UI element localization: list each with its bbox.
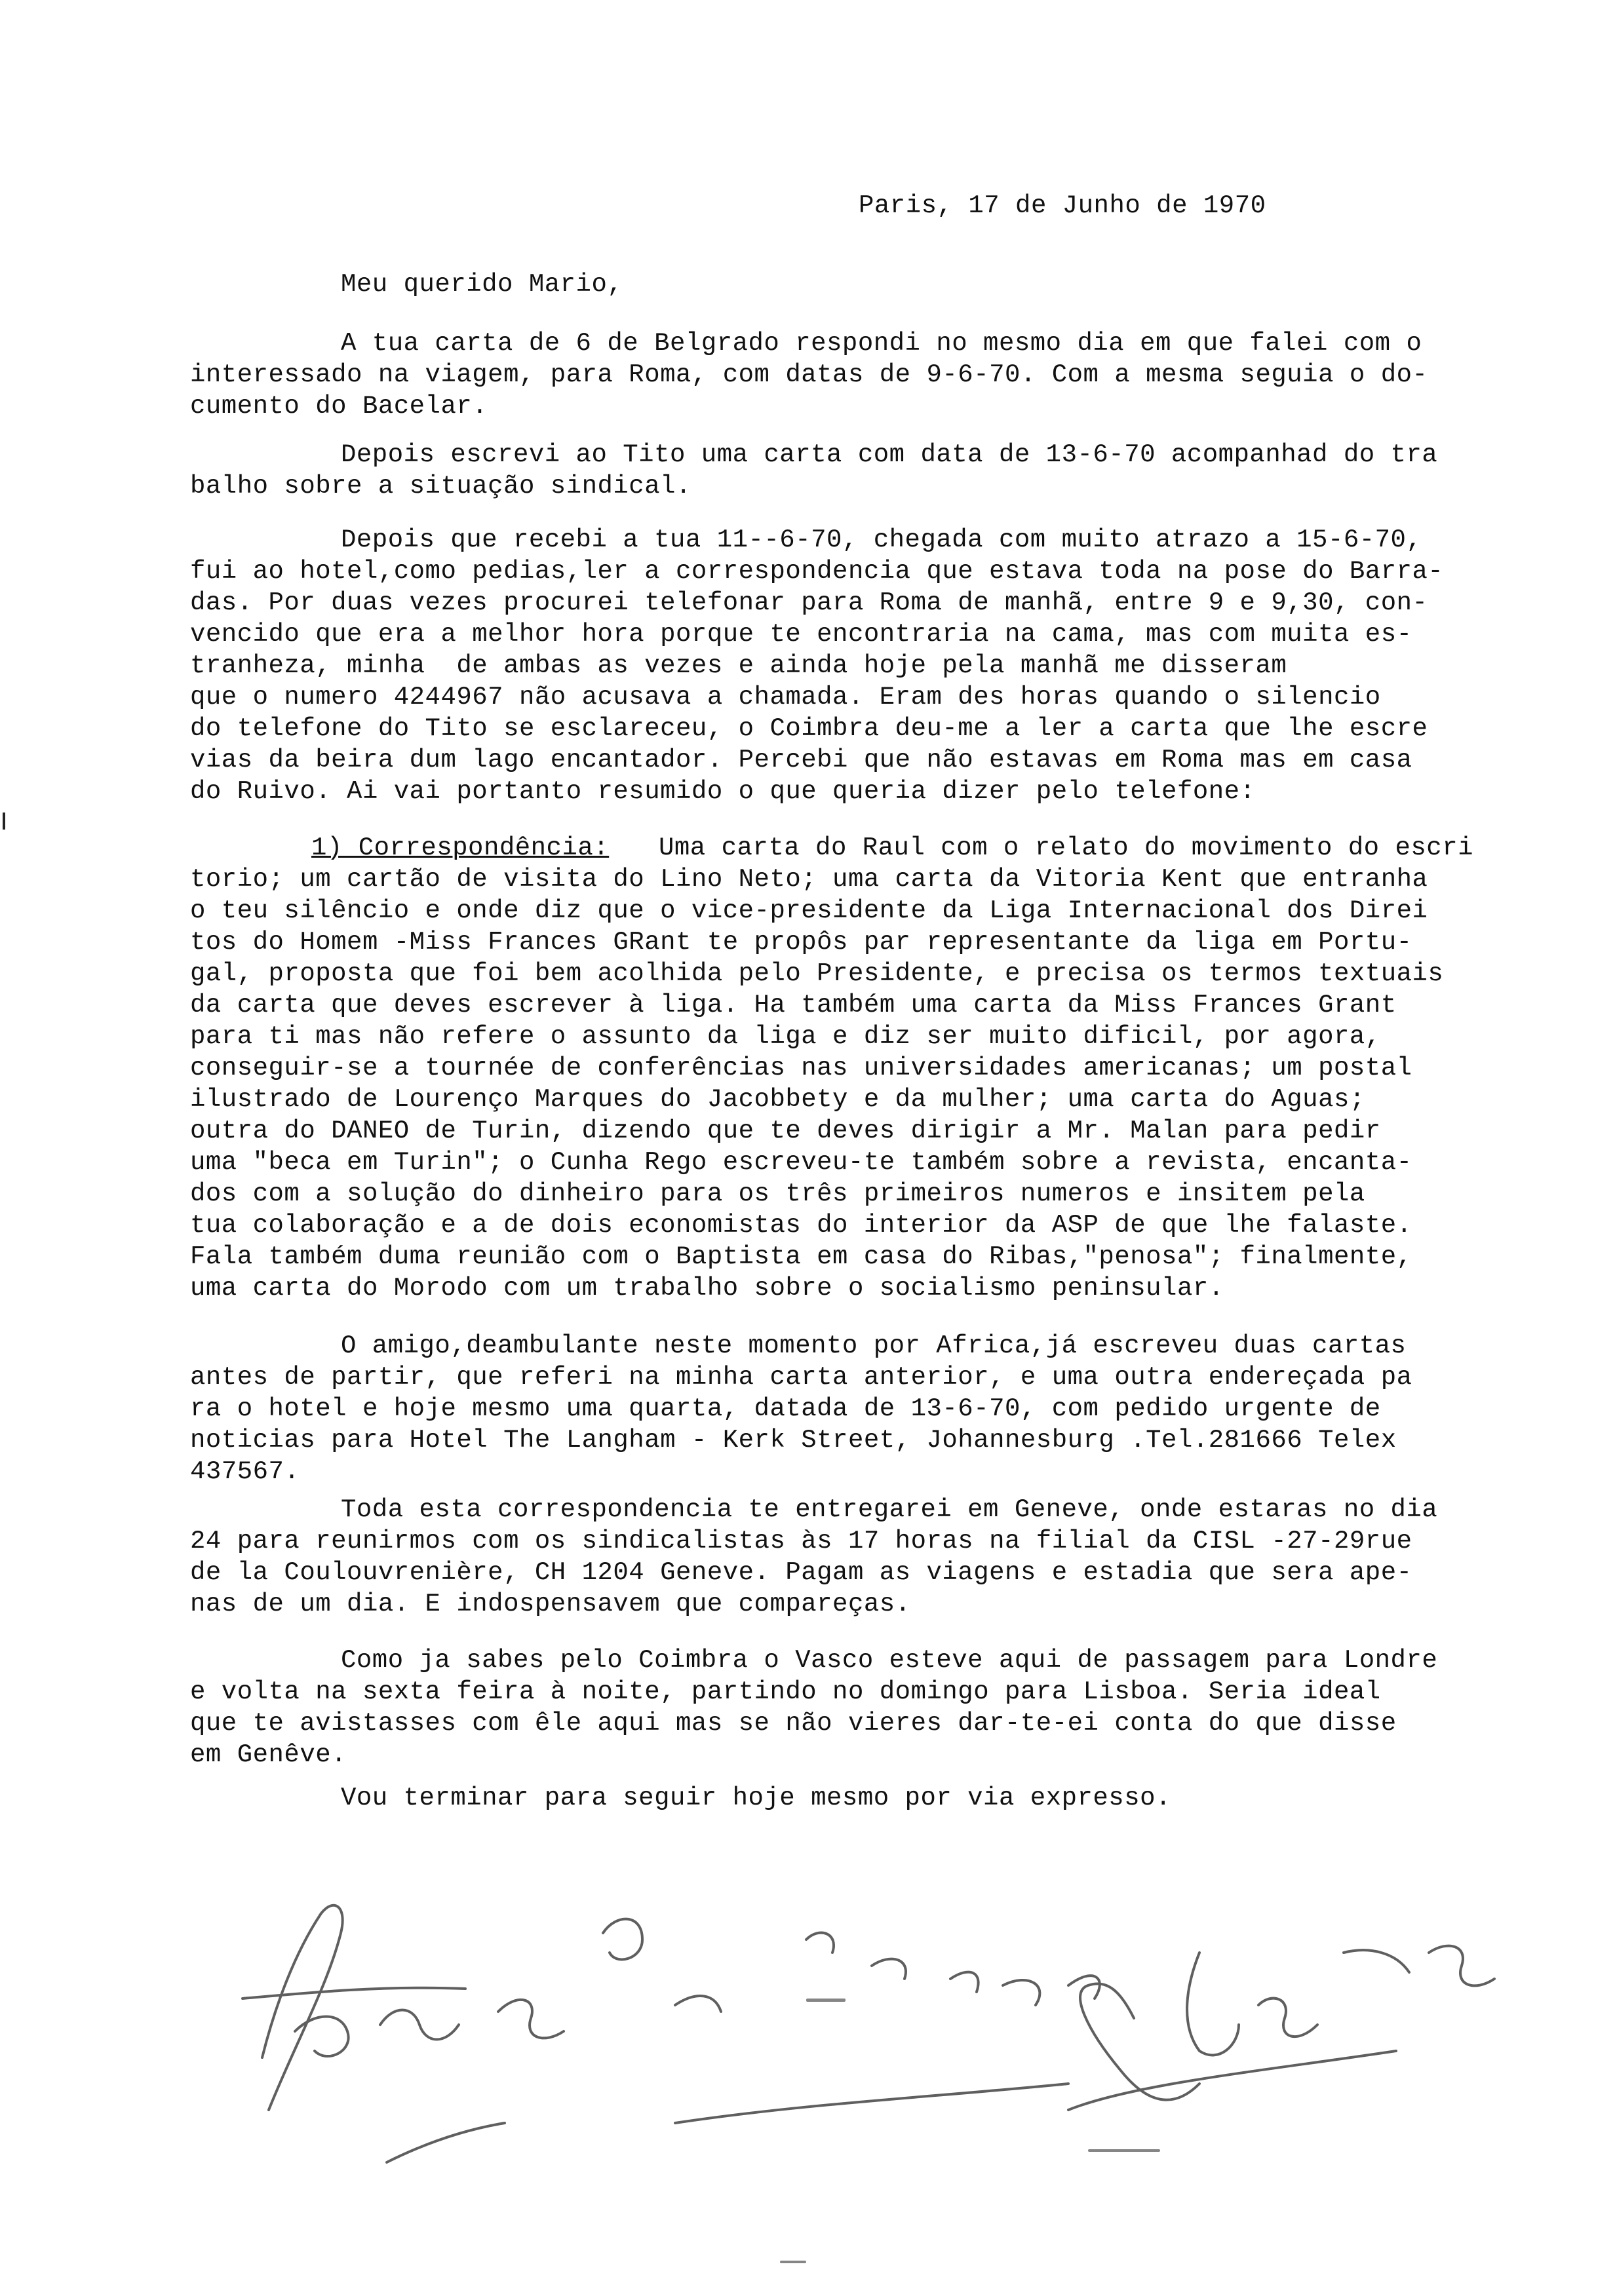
- paragraph-3-line-8: vias da beira dum lago encantador. Percebi que não estavas em Roma mas em casa: [190, 746, 1412, 775]
- paragraph-5-line-4: noticias para Hotel The Langham - Kerk Street, Johannesburg .Tel.281666 Telex: [190, 1426, 1397, 1455]
- paragraph-3-line-3: das. Por duas vezes procurei telefonar para Roma de manhã, entre 9 e 9,30, con-: [190, 588, 1428, 617]
- paragraph-4-line-4: tos do Homem -Miss Frances GRant te propôs par representante da liga em Portu-: [190, 928, 1412, 957]
- paragraph-4-line-7: para ti mas não refere o assunto da liga e diz ser muito dificil, por agora,: [190, 1022, 1381, 1051]
- paragraph-5-line-5: 437567.: [190, 1457, 300, 1486]
- paragraph-6-line-1: Toda esta correspondencia te entregarei em Geneve, onde estaras no dia: [341, 1495, 1438, 1524]
- paragraph-1-line-2: interessado na viagem, para Roma, com datas de 9-6-70. Com a mesma seguia o do-: [190, 360, 1428, 389]
- paragraph-4-line-3: o teu silêncio e onde diz que o vice-presidente da Liga Internacional dos Direi: [190, 896, 1428, 925]
- paragraph-4-line-13: tua colaboração e a de dois economistas do interior da ASP de que lhe falaste.: [190, 1211, 1412, 1240]
- paragraph-3-line-1: Depois que recebi a tua 11--6-70, chegada com muito atrazo a 15-6-70,: [341, 526, 1422, 554]
- paragraph-5-line-1: O amigo,deambulante neste momento por Africa,já escreveu duas cartas: [341, 1331, 1407, 1360]
- paragraph-6-line-3: de la Coulouvrenière, CH 1204 Geneve. Pagam as viagens e estadia que sera ape-: [190, 1558, 1412, 1587]
- paragraph-2-line-2: balho sobre a situação sindical.: [190, 472, 691, 501]
- paragraph-3-line-6: que o numero 4244967 não acusava a chamada. Eram des horas quando o silencio: [190, 683, 1381, 712]
- dateline: Paris, 17 de Junho de 1970: [859, 191, 1266, 220]
- paragraph-4-line-8: conseguir-se a tournée de conferências nas universidades americanas; um postal: [190, 1054, 1412, 1082]
- paragraph-6-line-4: nas de um dia. E indospensavem que compareças.: [190, 1590, 911, 1618]
- paragraph-4-line-15: uma carta do Morodo com um trabalho sobre o socialismo peninsular.: [190, 1274, 1224, 1303]
- paragraph-3-line-7: do telefone do Tito se esclareceu, o Coimbra deu-me a ler a carta que lhe escre: [190, 714, 1428, 743]
- paragraph-4-line-14: Fala também duma reunião com o Baptista em casa do Ribas,"penosa"; finalmente,: [190, 1242, 1412, 1271]
- paragraph-4-line-1: Uma carta do Raul com o relato do movimento do escri: [659, 833, 1473, 862]
- scan-mark: [806, 1999, 846, 2002]
- paragraph-6-line-2: 24 para reunirmos com os sindicalistas às 17 horas na filial da CISL -27-29rue: [190, 1527, 1412, 1556]
- paragraph-5-line-3: ra o hotel e hoje mesmo uma quarta, datada de 13-6-70, com pedido urgente de: [190, 1394, 1381, 1423]
- paragraph-7-line-2: e volta na sexta feira à noite, partindo no domingo para Lisboa. Seria ideal: [190, 1677, 1381, 1706]
- paragraph-2-line-1: Depois escrevi ao Tito uma carta com data de 13-6-70 acompanhad do tra: [341, 440, 1438, 469]
- salutation: Meu querido Mario,: [341, 270, 623, 299]
- correspondence-heading: 1) Correspondência:: [311, 833, 610, 862]
- closing-line: Vou terminar para seguir hoje mesmo por via expresso.: [341, 1784, 1171, 1812]
- left-margin-mark: [3, 813, 5, 830]
- paragraph-1-line-1: A tua carta de 6 de Belgrado respondi no mesmo dia em que falei com o: [341, 329, 1422, 358]
- paragraph-4-line-5: gal, proposta que foi bem acolhida pelo Presidente, e precisa os termos textuais: [190, 959, 1444, 988]
- paragraph-4-line-2: torio; um cartão de visita do Lino Neto; uma carta da Vitoria Kent que entranha: [190, 865, 1428, 894]
- paragraph-4-line-11: uma "beca em Turin"; o Cunha Rego escreveu-te também sobre a revista, encanta-: [190, 1148, 1412, 1177]
- handwritten-signature-icon: [216, 1835, 1527, 2202]
- paragraph-7-line-4: em Genêve.: [190, 1740, 347, 1769]
- paragraph-4-line-12: dos com a solução do dinheiro para os três primeiros numeros e insitem pela: [190, 1179, 1365, 1208]
- paragraph-3-line-4: vencido que era a melhor hora porque te encontraria na cama, mas com muita es-: [190, 620, 1412, 649]
- paragraph-7-line-3: que te avistasses com êle aqui mas se não vieres dar-te-ei conta do que disse: [190, 1709, 1397, 1738]
- paragraph-7-line-1: Como ja sabes pelo Coimbra o Vasco esteve aqui de passagem para Londre: [341, 1646, 1438, 1675]
- scan-mark: [780, 2261, 806, 2263]
- scan-mark: [1088, 2149, 1160, 2152]
- paragraph-4-line-10: outra do DANEO de Turin, dizendo que te deves dirigir a Mr. Malan para pedir: [190, 1117, 1381, 1145]
- paragraph-5-line-2: antes de partir, que referi na minha carta anterior, e uma outra endereçada pa: [190, 1363, 1412, 1392]
- paragraph-3-line-9: do Ruivo. Ai vai portanto resumido o que queria dizer pelo telefone:: [190, 777, 1256, 806]
- paragraph-3-line-5: tranheza, minha de ambas as vezes e ainda hoje pela manhã me disseram: [190, 651, 1287, 680]
- paragraph-4-line-9: ilustrado de Lourenço Marques do Jacobbety e da mulher; uma carta do Aguas;: [190, 1085, 1365, 1114]
- paragraph-1-line-3: cumento do Bacelar.: [190, 392, 488, 421]
- paragraph-4-line-6: da carta que deves escrever à liga. Ha também uma carta da Miss Frances Grant: [190, 991, 1397, 1020]
- paragraph-3-line-2: fui ao hotel,como pedias,ler a correspondencia que estava toda na pose do Barra-: [190, 557, 1444, 586]
